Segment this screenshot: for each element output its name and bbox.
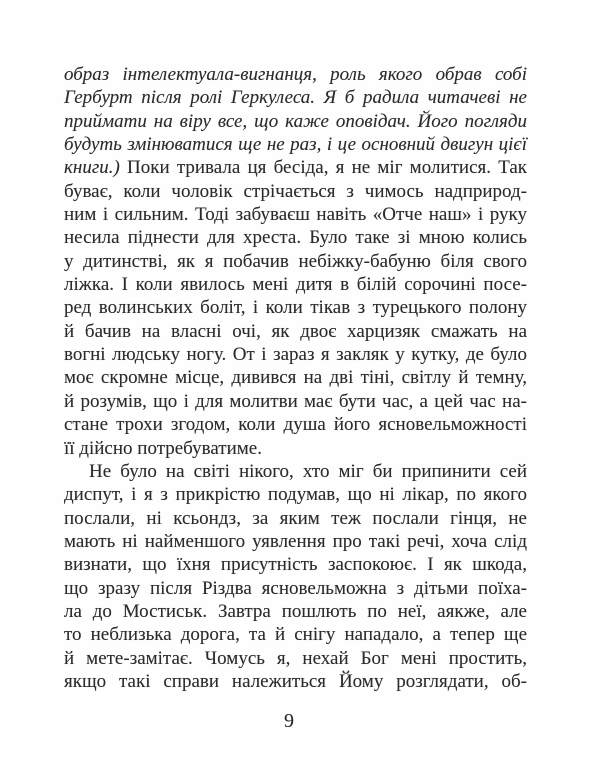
text-line: ним і сильним. Тоді забуваєш навіть «Отче наш» і руку: [64, 204, 527, 226]
text-line: вогні людську ногу. От і зараз я закляк у кутку, де було: [64, 344, 527, 366]
text-line: й розумів, що і для молитви має бути час, а цей час на-: [64, 390, 527, 412]
text-line: ла до Мостиськ. Завтра пошлють по неї, аякже, але: [64, 600, 527, 622]
text-line: то неблизька дорога, та й снігу нападало, а тепер ще: [64, 624, 527, 646]
text-line: ліжка. І коли явилось мені дитя в білій сорочині посе-: [64, 274, 527, 296]
page-text: [64, 63, 527, 693]
text-line: якщо такі справи належиться Йому розглядати, об-: [64, 670, 527, 692]
text-line: й бачив на власні очі, як двоє харцизяк смажать на: [64, 320, 527, 342]
text-line: у дитинстві, як я побачив небіжку-бабуню біля свого: [64, 250, 527, 272]
text-line: диспут, і я з прикрістю подумав, що ні лікар, по якого: [64, 484, 527, 506]
text-line: несила піднести для хреста. Було таке зі мною колись: [64, 227, 527, 249]
text-line: Не було на світі нікого, хто міг би припинити сей: [89, 460, 527, 482]
text-line: ред волинських боліт, і коли тікав з турецького полону: [64, 297, 527, 319]
text-line: моє скромне місце, дивився на дві тіні, світлу й темну,: [64, 367, 527, 389]
italic-segment: книги.): [64, 157, 120, 179]
text-line: стане трохи згодом, коли душа його ясновельможності: [64, 414, 527, 436]
paragraph-continuation: [64, 63, 527, 460]
text-line: приймати на віру все, що каже оповідач. Його погляди: [64, 110, 527, 132]
text-line: послали, ні ксьондз, за яким теж послали гінця, не: [64, 507, 527, 529]
text-line: що зразу після Різдва ясновельможна з дітьми поїха-: [64, 577, 527, 599]
paragraph-new: [64, 460, 527, 693]
page-number: 9: [284, 710, 294, 732]
text-line: Гербурт після ролі Геркулеса. Я б радила читачеві не: [64, 87, 527, 109]
text-line: [64, 156, 527, 179]
text-line: образ інтелектуала-вигнанця, роль якого обрав собі: [64, 64, 527, 85]
text-line: будуть змінюватися ще не раз, і це основний двигун цієї: [64, 134, 527, 156]
text-line: буває, коли чоловік стрічається з чимось надприрод-: [64, 180, 527, 202]
text-line: її дійсно потребуватиме.: [64, 437, 262, 459]
text-line: визнати, що їхня присутність заспокоює. І як шкода,: [64, 554, 527, 576]
text-line: мають ні найменшого уявлення про такі речі, хоча слід: [64, 530, 527, 552]
text-line: й мете-замітає. Чомусь я, нехай Бог мені простить,: [64, 647, 527, 669]
roman-segment: Поки тривала ця бесіда, я не міг молитися. Так: [119, 157, 527, 179]
